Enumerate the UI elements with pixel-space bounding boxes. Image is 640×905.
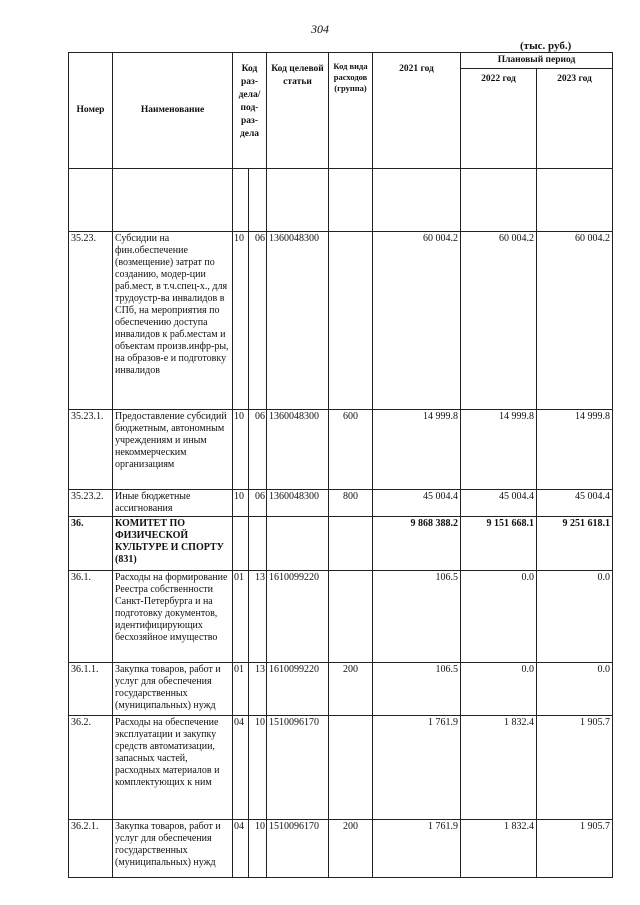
table-row — [69, 490, 613, 517]
row-name: Предоставление субсидий бюджетным, автономным учреждениям и иным некоммерческим организациям — [113, 410, 233, 490]
row-number: 35.23.2. — [69, 490, 113, 517]
header-planning-period: Плановый период — [461, 53, 613, 69]
table-row — [69, 820, 613, 878]
table-row — [69, 410, 613, 490]
row-number: 36.1.1. — [69, 663, 113, 716]
header-year-2022: 2022 год — [461, 69, 537, 169]
row-2021: 1 761.9 — [373, 820, 461, 878]
row-2021: 60 004.2 — [373, 232, 461, 410]
header-number: Номер — [69, 53, 113, 169]
table-row — [69, 517, 613, 571]
row-name: Расходы на формирование Реестра собственности Санкт-Петербурга и на подготовку документов, идентифицирующих бесхозяйное имущество — [113, 571, 233, 663]
row-target-code: 1610099220 — [267, 571, 329, 663]
row-2022: 1 832.4 — [461, 716, 537, 820]
row-section: 04 — [233, 716, 249, 820]
row-target-code: 1360048300 — [267, 232, 329, 410]
row-section: 10 — [233, 410, 249, 490]
row-subsection: 06 — [249, 490, 267, 517]
row-2023: 14 999.8 — [537, 410, 613, 490]
row-2023: 9 251 618.1 — [537, 517, 613, 571]
row-subsection: 13 — [249, 571, 267, 663]
row-2021: 1 761.9 — [373, 716, 461, 820]
header-name: Наименование — [113, 53, 233, 169]
header-section-code: Код раз-дела/ под-раз-дела — [233, 53, 267, 169]
row-target-code: 1510096170 — [267, 820, 329, 878]
row-2022: 45 004.4 — [461, 490, 537, 517]
row-number: 36.2.1. — [69, 820, 113, 878]
row-2021: 106.5 — [373, 663, 461, 716]
row-expense-type: 800 — [329, 490, 373, 517]
row-2021: 45 004.4 — [373, 490, 461, 517]
row-subsection: 10 — [249, 820, 267, 878]
row-2023: 1 905.7 — [537, 820, 613, 878]
header-expense-type: Код вида расходов (группа) — [329, 53, 373, 169]
row-expense-type — [329, 517, 373, 571]
row-number: 36.1. — [69, 571, 113, 663]
row-section: 04 — [233, 820, 249, 878]
row-name: Иные бюджетные ассигнования — [113, 490, 233, 517]
row-target-code: 1610099220 — [267, 663, 329, 716]
row-number: 36. — [69, 517, 113, 571]
row-2021: 106.5 — [373, 571, 461, 663]
row-number: 35.23.1. — [69, 410, 113, 490]
row-section: 01 — [233, 571, 249, 663]
row-number: 35.23. — [69, 232, 113, 410]
table-row — [69, 663, 613, 716]
header-spacer-row — [69, 169, 613, 232]
row-2022: 1 832.4 — [461, 820, 537, 878]
row-expense-type — [329, 571, 373, 663]
row-2022: 9 151 668.1 — [461, 517, 537, 571]
table-row — [69, 716, 613, 820]
row-section: 10 — [233, 232, 249, 410]
row-target-code: 1360048300 — [267, 410, 329, 490]
row-name: Закупка товаров, работ и услуг для обеспечения государственных (муниципальных) нужд — [113, 663, 233, 716]
row-subsection — [249, 517, 267, 571]
row-expense-type: 200 — [329, 820, 373, 878]
row-2023: 0.0 — [537, 571, 613, 663]
row-2023: 0.0 — [537, 663, 613, 716]
row-2023: 1 905.7 — [537, 716, 613, 820]
row-target-code — [267, 517, 329, 571]
budget-table — [68, 52, 613, 878]
row-2021: 14 999.8 — [373, 410, 461, 490]
header-year-2023: 2023 год — [537, 69, 613, 169]
row-expense-type — [329, 232, 373, 410]
header-year-2021: 2021 год — [373, 53, 461, 169]
row-number: 36.2. — [69, 716, 113, 820]
header-target-code: Код целевой статьи — [267, 53, 329, 169]
row-expense-type — [329, 716, 373, 820]
row-target-code: 1360048300 — [267, 490, 329, 517]
row-name: Субсидии на фин.обеспечение (возмещение) затрат по созданию, модер-ции раб.мест, в т.ч.спец-х., для трудоустр-ва инвалидов в СПб, на мероприятия по обеспечению доступа инвалидов к раб.местам и объектам произв.инфр-ры, на образов-е и подготовку инвалидов — [113, 232, 233, 410]
row-2023: 45 004.4 — [537, 490, 613, 517]
row-name: КОМИТЕТ ПО ФИЗИЧЕСКОЙ КУЛЬТУРЕ И СПОРТУ (831) — [113, 517, 233, 571]
row-section: 10 — [233, 490, 249, 517]
row-expense-type: 600 — [329, 410, 373, 490]
row-subsection: 06 — [249, 232, 267, 410]
row-2022: 60 004.2 — [461, 232, 537, 410]
row-subsection: 10 — [249, 716, 267, 820]
units-label: (тыс. руб.) — [520, 40, 572, 52]
row-section — [233, 517, 249, 571]
row-section: 01 — [233, 663, 249, 716]
table-row — [69, 232, 613, 410]
row-name: Закупка товаров, работ и услуг для обеспечения государственных (муниципальных) нужд — [113, 820, 233, 878]
row-expense-type: 200 — [329, 663, 373, 716]
row-2022: 0.0 — [461, 663, 537, 716]
row-2022: 14 999.8 — [461, 410, 537, 490]
table-row — [69, 571, 613, 663]
row-name: Расходы на обеспечение эксплуатации и закупку средств автоматизации, запасных частей, расходных материалов и комплектующих к ним — [113, 716, 233, 820]
row-2021: 9 868 388.2 — [373, 517, 461, 571]
row-subsection: 13 — [249, 663, 267, 716]
page-number: 304 — [311, 22, 329, 36]
row-2022: 0.0 — [461, 571, 537, 663]
row-target-code: 1510096170 — [267, 716, 329, 820]
row-2023: 60 004.2 — [537, 232, 613, 410]
row-subsection: 06 — [249, 410, 267, 490]
